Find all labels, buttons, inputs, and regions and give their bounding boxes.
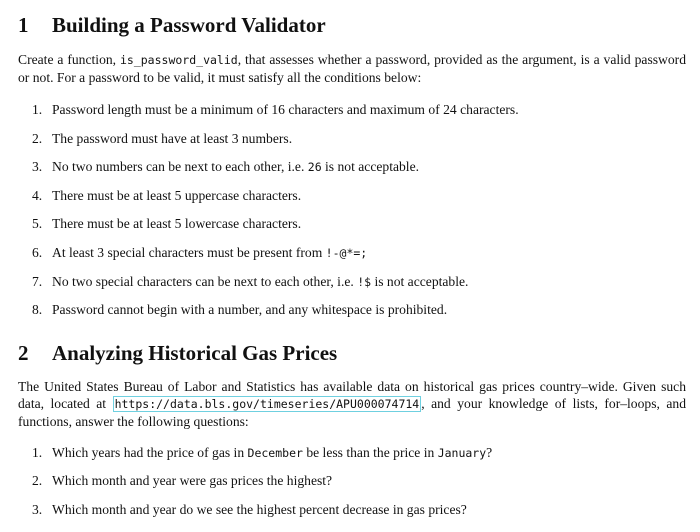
list-marker: 1. bbox=[32, 102, 43, 117]
section-2-heading bbox=[18, 340, 686, 366]
rule-text: Password length must be a minimum of 16 characters and maximum of 24 characters. bbox=[52, 102, 519, 117]
question-text: ? bbox=[486, 444, 493, 460]
intro-text-end: , that assesses whether a password, provided as the argument, is a valid password or not. For a password to be valid, it must satisfy all the conditions below: bbox=[18, 52, 686, 85]
list-marker: 3. bbox=[32, 159, 43, 175]
rule-text: is not acceptable. bbox=[321, 159, 420, 175]
list-item bbox=[18, 472, 686, 501]
intro-text-start: The United States Bureau of Labor and Statistics has available data on historical gas prices country–wide. Given such data, located at bbox=[18, 378, 686, 411]
section-1-number: 1 bbox=[18, 13, 29, 37]
question-code: December bbox=[247, 445, 303, 460]
list-marker: 2. bbox=[32, 130, 43, 146]
question-text: Which years had the price of gas in bbox=[52, 444, 248, 460]
section-1-intro bbox=[18, 51, 686, 86]
question-text: Which month and year were gas prices the highest? bbox=[52, 473, 333, 489]
bls-data-link[interactable]: https://data.bls.gov/timeseries/APU000074714 bbox=[114, 396, 420, 411]
question-text: Which month and year do we see the highest percent decrease in gas prices? bbox=[52, 501, 467, 517]
question-code: January bbox=[437, 445, 487, 460]
list-marker: 1. bbox=[32, 444, 43, 460]
intro-text-start: Create a function, bbox=[18, 52, 120, 67]
list-marker: 6. bbox=[32, 244, 43, 260]
section-2-intro bbox=[18, 378, 686, 430]
list-marker: 5. bbox=[32, 216, 43, 232]
rule-text: is not acceptable. bbox=[371, 273, 469, 289]
section-2-title: Analyzing Historical Gas Prices bbox=[52, 340, 338, 365]
rule-text: There must be at least 5 uppercase characters. bbox=[52, 187, 302, 203]
rule-text: At least 3 special characters must be present from bbox=[52, 244, 326, 260]
list-marker: 3. bbox=[32, 501, 43, 517]
list-item bbox=[18, 444, 686, 473]
document-page bbox=[18, 0, 686, 530]
password-rules-list bbox=[18, 101, 686, 330]
list-item bbox=[18, 244, 686, 273]
list-item bbox=[18, 187, 686, 216]
rule-code: !-@*=; bbox=[325, 245, 368, 260]
rule-text: There must be at least 5 lowercase characters. bbox=[52, 216, 302, 232]
list-item bbox=[18, 273, 686, 302]
rule-text: Password cannot begin with a number, and any whitespace is prohibited. bbox=[52, 302, 448, 318]
list-item bbox=[18, 215, 686, 244]
rule-text: No two numbers can be next to each other, i.e. bbox=[52, 159, 308, 175]
section-1-title: Building a Password Validator bbox=[52, 13, 326, 37]
question-text: be less than the price in bbox=[302, 444, 438, 460]
section-2-number: 2 bbox=[18, 340, 29, 365]
list-marker: 4. bbox=[32, 187, 43, 203]
list-marker: 7. bbox=[32, 273, 43, 289]
list-marker: 2. bbox=[32, 473, 43, 489]
list-item bbox=[18, 301, 686, 330]
section-password-validator bbox=[18, 12, 686, 330]
intro-text-end: , and your knowledge of lists, for–loops, and functions, answer the following questions: bbox=[18, 395, 686, 429]
list-item bbox=[18, 501, 686, 530]
rule-code: 26 bbox=[307, 160, 322, 175]
function-name-code: is_password_valid bbox=[119, 53, 238, 67]
section-1-heading bbox=[18, 12, 686, 38]
gas-questions-list bbox=[18, 444, 686, 530]
section-gas-prices bbox=[18, 340, 686, 530]
rule-text: The password must have at least 3 numbers. bbox=[52, 130, 293, 146]
rule-text: No two special characters can be next to each other, i.e. bbox=[52, 273, 358, 289]
rule-code: !$ bbox=[357, 274, 372, 289]
list-item bbox=[18, 101, 686, 130]
list-item bbox=[18, 158, 686, 187]
list-marker: 8. bbox=[32, 302, 43, 318]
list-item bbox=[18, 130, 686, 159]
